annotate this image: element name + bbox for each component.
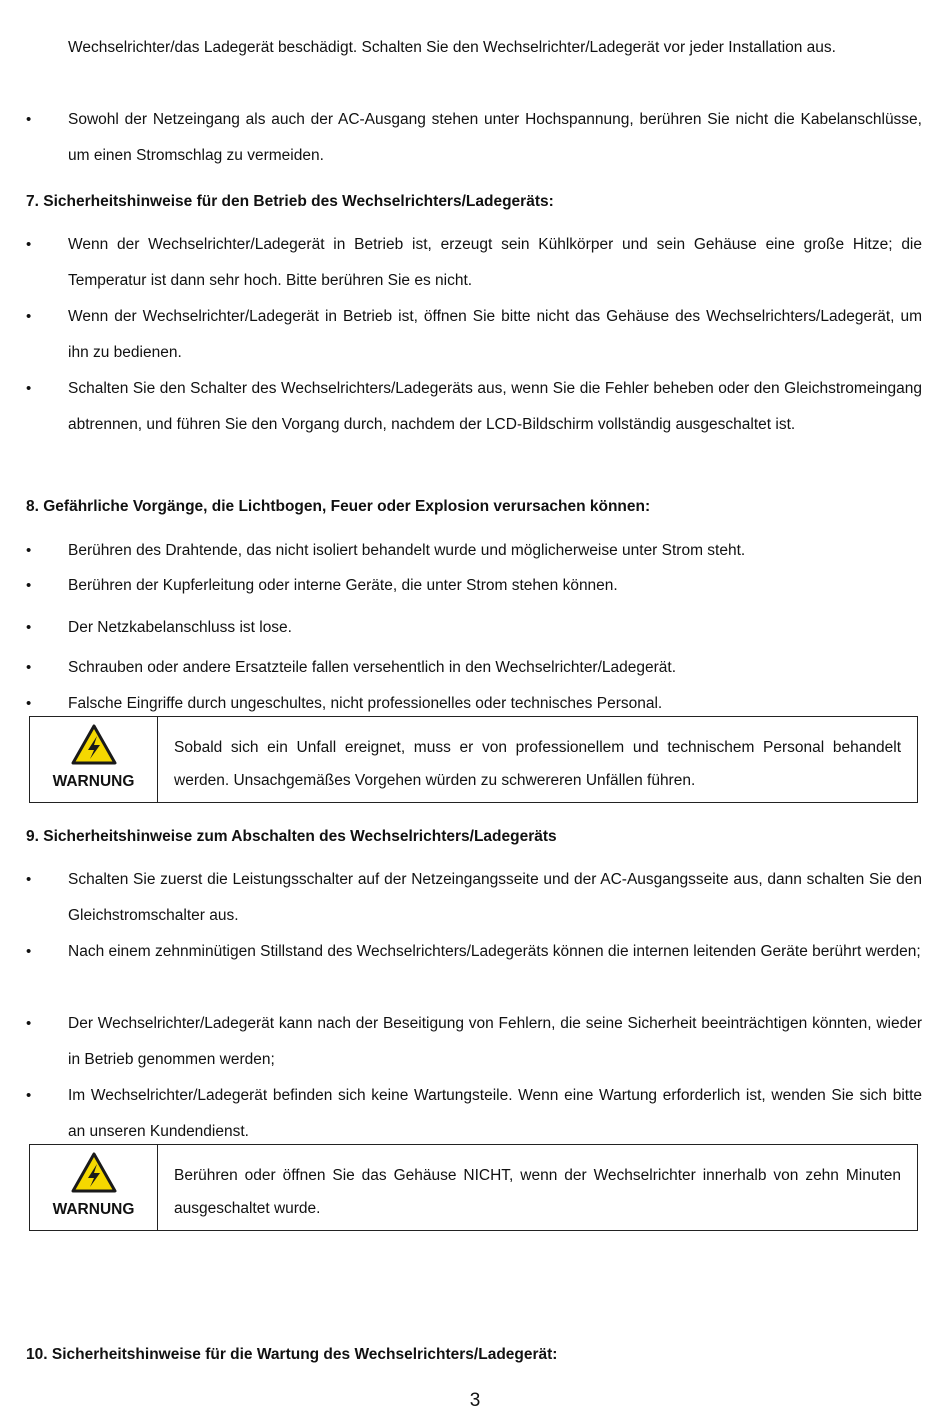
section-8-heading: 8. Gefährliche Vorgänge, die Lichtbogen, Feuer oder Explosion verursachen können: [26,498,651,515]
list-item-text: Berühren des Drahtende, das nicht isoliert behandelt wurde und möglicherweise unter Strom steht. [68,542,746,559]
section-9-heading: 9. Sicherheitshinweise zum Abschalten des Wechselrichters/Ladegeräts [26,828,557,845]
bullet-icon: • [26,308,32,325]
list-item [26,371,922,443]
warning-label: WARNUNG [52,1201,135,1218]
warning-label-cell [30,1145,158,1230]
bullet-icon: • [26,1015,32,1032]
high-voltage-warning-icon [70,1151,118,1195]
list-item-text: Berühren der Kupferleitung oder interne Geräte, die unter Strom stehen können. [68,577,618,594]
warning-box [29,1144,918,1231]
list-item [26,1006,922,1078]
section-7-heading: 7. Sicherheitshinweise für den Betrieb des Wechselrichters/Ladegeräts: [26,193,554,210]
bullet-icon: • [26,1087,32,1104]
list-item [26,934,922,970]
bullet-icon: • [26,542,32,559]
list-item [26,102,922,174]
bullet-icon: • [26,695,32,712]
list-item-text: Sowohl der Netzeingang als auch der AC-Ausgang stehen unter Hochspannung, berühren Sie nicht die Kabelanschlüsse, um einen Stromschlag zu vermeiden. [68,111,922,164]
list-item [26,227,922,299]
list-item-text: Wenn der Wechselrichter/Ladegerät in Betrieb ist, erzeugt sein Kühlkörper und sein Gehäuse eine große Hitze; die Temperatur ist dann sehr hoch. Bitte berühren Sie es nicht. [68,236,922,289]
list-item-text: Der Wechselrichter/Ladegerät kann nach der Beseitigung von Fehlern, die seine Sicherheit beeinträchtigen könnten, wieder in Betrieb genommen werden; [68,1015,922,1068]
list-item-text: Wenn der Wechselrichter/Ladegerät in Betrieb ist, öffnen Sie bitte nicht das Gehäuse des Wechselrichters/Ladegerät, um ihn zu bedienen. [68,308,922,361]
warning-text: Sobald sich ein Unfall ereignet, muss er von professionellem und technischem Personal behandelt werden. Unsachgemäßes Vorgehen würden zu schwereren Unfällen führen. [174,739,901,789]
page-number: 3 [469,1390,481,1411]
continued-paragraph: Wechselrichter/das Ladegerät beschädigt. Schalten Sie den Wechselrichter/Ladegerät vor jeder Installation aus. [68,39,836,56]
list-item-text: Schalten Sie zuerst die Leistungsschalter auf der Netzeingangsseite und der AC-Ausgangsseite aus, dann schalten Sie den Gleichstromschalter aus. [68,871,922,924]
bullet-icon: • [26,943,32,960]
list-item [26,862,922,934]
list-item-text: Falsche Eingriffe durch ungeschultes, nicht professionelles oder technisches Personal. [68,695,663,712]
list-item [26,610,922,646]
warning-label: WARNUNG [52,773,135,790]
list-item-text: Im Wechselrichter/Ladegerät befinden sich keine Wartungsteile. Wenn eine Wartung erforderlich ist, wenden Sie sich bitte an unseren Kundendienst. [68,1087,922,1140]
bullet-icon: • [26,619,32,636]
list-item-text: Nach einem zehnminütigen Stillstand des Wechselrichters/Ladegeräts können die internen leitenden Geräte berührt werden; [68,943,921,960]
bullet-icon: • [26,577,32,594]
list-item [26,299,922,371]
warning-label-cell [30,717,158,802]
list-item [26,568,922,604]
list-item-text: Der Netzkabelanschluss ist lose. [68,619,292,636]
warning-box [29,716,918,803]
high-voltage-warning-icon [70,723,118,767]
section-10-heading: 10. Sicherheitshinweise für die Wartung des Wechselrichters/Ladegerät: [26,1346,558,1363]
bullet-icon: • [26,380,32,397]
bullet-icon: • [26,871,32,888]
bullet-icon: • [26,236,32,253]
warning-text: Berühren oder öffnen Sie das Gehäuse NICHT, wenn der Wechselrichter innerhalb von zehn Minuten ausgeschaltet wurde. [174,1167,901,1217]
list-item-text: Schrauben oder andere Ersatzteile fallen versehentlich in den Wechselrichter/Ladegerät. [68,659,677,676]
list-item [26,1078,922,1150]
list-item-text: Schalten Sie den Schalter des Wechselrichters/Ladegeräts aus, wenn Sie die Fehler beheben oder den Gleichstromeingang abtrennen, und führen Sie den Vorgang durch, nachdem der LCD-Bildschirm vollständig ausgeschaltet ist. [68,380,922,433]
list-item [26,650,922,686]
bullet-icon: • [26,111,32,128]
bullet-icon: • [26,659,32,676]
list-item [26,533,922,569]
